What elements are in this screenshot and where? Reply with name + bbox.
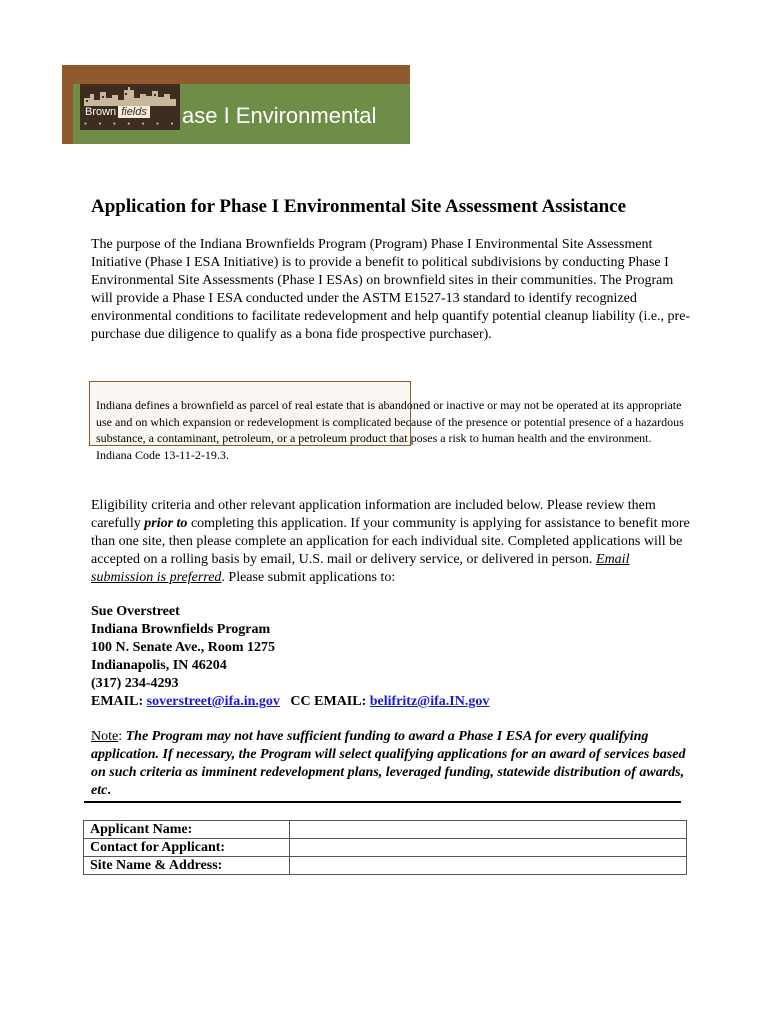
- contact-email-line: [91, 693, 489, 711]
- cc-email-link[interactable]: belifritz@ifa.IN.gov: [369, 694, 490, 709]
- note-text: The Program may not have sufficient funding to award a Phase I ESA for every qualifying application. If necessary, the Program will select qualifying applications for an award of services based on such criteria as imminent redevelopment plans, leveraged funding, statewide distribution of awards, etc: [91, 729, 686, 798]
- eligibility-text-1: Eligibility criteria and other relevant application information are included below. Please review them carefully: [91, 498, 656, 531]
- cc-email-label: CC EMAIL:: [279, 694, 370, 709]
- email-label: EMAIL:: [91, 694, 147, 709]
- note-label: Note: [91, 729, 119, 744]
- section-divider: [84, 801, 681, 803]
- intro-paragraph: The purpose of the Indiana Brownfields Program (Program) Phase I Environmental Site Assessment Initiative (Phase I ESA Initiative) is to provide a benefit to political subdivisions by conducting Phase I Environmental Site Assessments (Phase I ESAs) on brownfield sites in their communities. The Program will provide a Phase I ESA conducted under the ASTM E1527-13 standard to identify recognized environmental conditions to facilitate redevelopment and help quantify potential cleanup liability (i.e., pre-purchase due diligence to qualify as a bona fide prospective purchaser).: [91, 237, 691, 342]
- email-link[interactable]: soverstreet@ifa.in.gov: [146, 694, 280, 709]
- note-end: .: [107, 783, 111, 798]
- site-address-field[interactable]: [290, 857, 687, 875]
- brownfields-logo: [80, 84, 180, 130]
- funding-note: [91, 728, 691, 800]
- skyline-icon: [80, 84, 180, 106]
- prior-to-emphasis: prior to: [144, 516, 188, 531]
- contact-street: 100 N. Senate Ave., Room 1275: [91, 640, 276, 655]
- logo-word-fields: fields: [118, 106, 150, 118]
- eligibility-text-3: . Please submit applications to:: [221, 570, 396, 585]
- table-row: [84, 821, 687, 839]
- logo-wordmark: [83, 106, 150, 119]
- table-row: [84, 857, 687, 875]
- eligibility-text-2: completing this application. If your community is applying for assistance to benefit more than one site, then please complete an application for each individual site. Completed applications will be accepted on a rolling basis by email, U.S. mail or delivery service, or delivered in person.: [91, 516, 690, 567]
- contact-name: Sue Overstreet: [91, 604, 180, 619]
- document-title: Application for Phase I Environmental Site Assessment Assistance: [91, 196, 627, 217]
- applicant-name-label: Applicant Name:: [84, 821, 290, 839]
- contact-applicant-label: Contact for Applicant:: [84, 839, 290, 857]
- contact-address: [91, 603, 489, 711]
- table-row: [84, 839, 687, 857]
- note-colon: :: [118, 729, 126, 744]
- applicant-name-field[interactable]: [290, 821, 687, 839]
- site-address-label: Site Name & Address:: [84, 857, 290, 875]
- email-preferred-text: Email submission is preferred: [91, 552, 630, 585]
- brownfield-definition: Indiana defines a brownfield as parcel of real estate that is abandoned or inactive or may not be operated at its appropriate use and on which expansion or redevelopment is complicated because of the presence or potential presence of a hazardous substance, a contaminant, petroleum, or a petroleum product that poses a risk to human health and the environment. Indiana Code 13-11-2-19.3.: [96, 398, 684, 462]
- contact-org: Indiana Brownfields Program: [91, 622, 271, 637]
- applicant-form-table: [83, 820, 687, 875]
- contact-city: Indianapolis, IN 46204: [91, 658, 227, 673]
- banner-title: ase I Environmental: [182, 103, 377, 128]
- contact-phone: (317) 234-4293: [91, 676, 179, 691]
- eligibility-paragraph: [91, 497, 691, 587]
- logo-word-brown: Brown: [85, 106, 117, 118]
- contact-applicant-field[interactable]: [290, 839, 687, 857]
- logo-dots-decoration: ● ● ● ● ● ● ●: [84, 121, 179, 127]
